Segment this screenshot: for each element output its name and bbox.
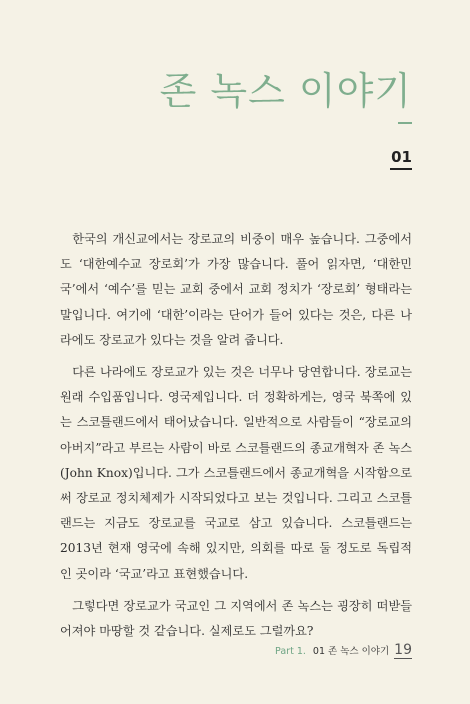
footer-part-label: Part 1. (275, 646, 306, 657)
page-number: 19 (394, 642, 412, 658)
section-number-underline (390, 168, 412, 170)
body-text (60, 227, 412, 651)
section-number: 01 (391, 148, 412, 166)
title-dash-divider (398, 122, 412, 124)
footer-chapter-label: 01 존 녹스 이야기 (312, 646, 390, 657)
paragraph-1: 한국의 개신교에서는 장로교의 비중이 매우 높습니다. 그중에서도 ‘대한예수교 장로회’가 가장 많습니다. 풀어 읽자면, ‘대한민국’에서 ‘예수’를 믿는 교회 중에서 교회 정치가 ‘장로회’ 형태라는 말입니다. 여기에 ‘대한’이라는 단어가 들어 있다는 것은, 다른 나라에도 장로교가 있다는 것을 알려 줍니다. (60, 232, 412, 347)
chapter-title: 존 녹스 이야기 (159, 69, 412, 113)
paragraph-2: 다른 나라에도 장로교가 있는 것은 너무나 당연합니다. 장로교는 원래 수입품입니다. 영국제입니다. 더 정확하게는, 영국 북쪽에 있는 스코틀랜드에서 태어났습니다. 일반적으로 사람들이 “장로교의 아버지”라고 부르는 사람이 바로 스코틀랜드의 종교개혁자 존 녹스(John Knox)입니다. 그가 스코틀랜드에서 종교개혁을 시작함으로써 장로교 정치체제가 시작되었다고 보는 것입니다. 그리고 스코틀랜드는 지금도 장로교를 국교로 삼고 있습니다. 스코틀랜드는 2013년 현재 영국에 속해 있지만, 의회를 따로 둘 정도로 독립적인 곳이라 ‘국교’라고 표현했습니다. (60, 365, 412, 581)
running-footer (275, 642, 412, 658)
paragraph-3: 그렇다면 장로교가 국교인 그 지역에서 존 녹스는 굉장히 떠받들어져야 마땅할 것 같습니다. 실제로도 그럴까요? (60, 598, 412, 639)
